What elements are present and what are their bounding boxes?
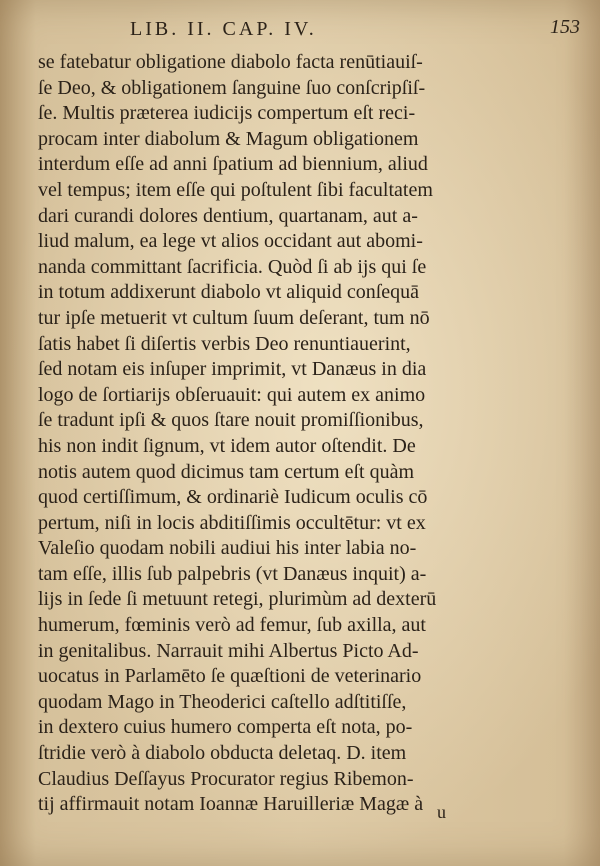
text-line: humerum, fœminis verò ad femur, ſub axilla, aut [38,614,426,637]
text-line: notis autem quod dicimus tam certum eſt quàm [38,460,415,483]
text-line: in genitalibus. Narrauit mihi Albertus Picto Ad- [38,639,419,662]
text-line: ſe tradunt ipſi & quos ſtare nouit promiſſionibus, [38,409,424,432]
text-line: Claudius Deſſayus Procurator regius Ribemon- [38,767,414,790]
text-line: dari curandi dolores dentium, quartanam, aut a- [38,204,418,227]
text-line: quodam Mago in Theoderici caſtello adſtitiſſe, [38,690,407,713]
text-line: ſe. Multis præterea iudicijs compertum eſt reci- [38,102,416,125]
text-line: tij affirmauit notam Ioannæ Haruilleriæ Magæ à [38,793,424,816]
text-line: his non indit ſignum, vt idem autor oſtendit. De [38,434,416,457]
text-line: quod certiſſimum, & ordinariè Iudicum oculis cō [38,486,428,509]
running-head [130,18,580,42]
text-line: ſed notam eis inſuper imprimit, vt Danæus in dia [38,358,427,381]
text-line: se fatebatur obligatione diabolo facta renūtiauiſ- [38,51,423,73]
text-line: tur ipſe metuerit vt cultum ſuum deſerant, tum nō [38,306,430,329]
body-text [38,50,508,818]
text-line: ſatis habet ſi diſertis verbis Deo renuntiauerint, [38,332,411,355]
text-line: Valeſio quodam nobili audiui his inter labia no- [38,537,417,560]
text-line: logo de ſortiarijs obſeruauit: qui autem ex animo [38,383,426,406]
text-line: nanda committant ſacrificia. Quòd ſi ab ijs qui ſe [38,255,427,278]
text-line: liud malum, ea lege vt alios occidant aut abomi- [38,230,423,253]
text-line: interdum eſſe ad anni ſpatium ad biennium, aliud [38,153,428,176]
text-line: procam inter diabolum & Magum obligationem [38,127,419,150]
page-number: 153 [550,16,580,38]
text-line: vel tempus; item eſſe qui poſtulent ſibi facultatem [38,178,433,201]
text-line: in totum addixerunt diabolo vt aliquid conſequā [38,281,420,304]
catchword: u [437,802,446,822]
text-line: tam eſſe, illis ſub palpebris (vt Danæus inquit) a- [38,562,427,585]
text-line: pertum, niſi in locis abditiſſimis occultētur: vt ex [38,511,426,534]
text-line: uocatus in Parlamēto ſe quæſtioni de veterinario [38,665,422,688]
running-title: LIB. II. CAP. IV. [130,18,317,40]
text-line: ſtridie verò à diabolo obducta deletaq. D. item [38,742,407,765]
text-line: lijs in ſede ſi metuunt retegi, plurimùm ad dexterū [38,588,437,611]
text-line: ſe Deo, & obligationem ſanguine ſuo conſcripſiſ- [38,76,426,99]
text-line: in dextero cuius humero comperta eſt nota, po- [38,716,413,739]
